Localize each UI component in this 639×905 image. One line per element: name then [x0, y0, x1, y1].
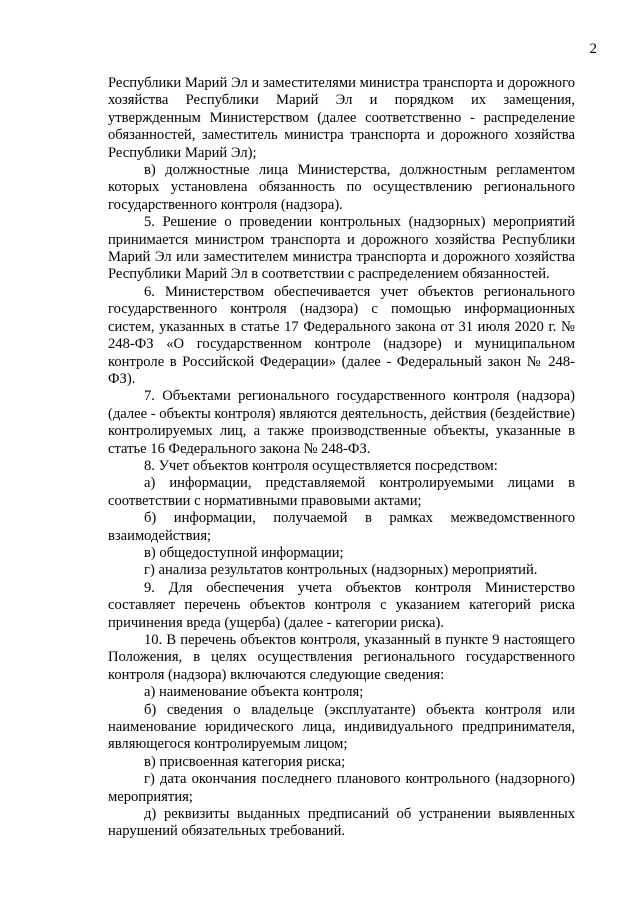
paragraph-8-item-b: б) информации, получаемой в рамках межведомственного взаимодействия; [108, 510, 575, 544]
paragraph-8-item-v: в) общедоступной информации; [144, 544, 344, 561]
document-body [108, 75, 575, 841]
paragraph-10-item-b: б) сведения о владельце (эксплуатанте) объекта контроля или наименование юридического лица, индивидуального предпринимателя, являющегося контролируемым лицом; [108, 701, 575, 753]
paragraph-8-item-g: г) анализа результатов контрольных (надзорных) мероприятий. [144, 562, 538, 579]
paragraph-5: 5. Решение о проведении контрольных (надзорных) мероприятий принимается министром транспорта и дорожного хозяйства Республики Марий Эл или заместителем министра транспорта и дорожного хозяйства Республики Марий Эл в соответствии с распределением обязанностей. [108, 214, 575, 283]
paragraph-7: 7. Объектами регионального государственного контроля (надзора) (далее - объекты контроля) являются деятельность, действия (бездействие) контролируемых лиц, а также производственные объекты, указанные в статье 16 Федерального закона № 248-ФЗ. [108, 388, 575, 457]
paragraph-8-item-a: а) информации, представляемой контролируемыми лицами в соответствии с нормативными правовыми актами; [108, 475, 575, 509]
paragraph-10-item-d: д) реквизиты выданных предписаний об устранении выявленных нарушений обязательных требований. [108, 806, 575, 840]
paragraph-10-item-v: в) присвоенная категория риска; [144, 753, 346, 770]
paragraph-6: 6. Министерством обеспечивается учет объектов регионального государственного контроля (надзора) с помощью информационных систем, указанных в статье 17 Федерального закона от 31 июля 2020 г. № 248-ФЗ «О государственном контроле (надзоре) и муниципальном контроле в Российской Федерации» (далее - Федеральный закон № 248-ФЗ). [108, 283, 575, 387]
paragraph-continuation: Республики Марий Эл и заместителями министра транспорта и дорожного хозяйства Республики Марий Эл и порядком их замещения, утвержденным Министерством (далее соответственно - распределение обязанностей, заместитель министра транспорта и дорожного хозяйства Республики Марий Эл); [108, 75, 575, 161]
paragraph-10-item-g: г) дата окончания последнего планового контрольного (надзорного) мероприятия; [108, 771, 575, 805]
paragraph-item-v-officials: в) должностные лица Министерства, должностным регламентом которых установлена обязанность по осуществлению регионального государственного контроля (надзора). [108, 162, 575, 213]
paragraph-10: 10. В перечень объектов контроля, указанный в пункте 9 настоящего Положения, в целях осуществления регионального государственного контроля (надзора) включаются следующие сведения: [108, 632, 575, 683]
paragraph-10-item-a: а) наименование объекта контроля; [144, 684, 364, 701]
paragraph-8: 8. Учет объектов контроля осуществляется посредством: [144, 457, 498, 474]
page-number: 2 [589, 41, 597, 57]
paragraph-9: 9. Для обеспечения учета объектов контроля Министерство составляет перечень объектов контроля с указанием категорий риска причинения вреда (ущерба) (далее - категории риска). [108, 579, 575, 631]
